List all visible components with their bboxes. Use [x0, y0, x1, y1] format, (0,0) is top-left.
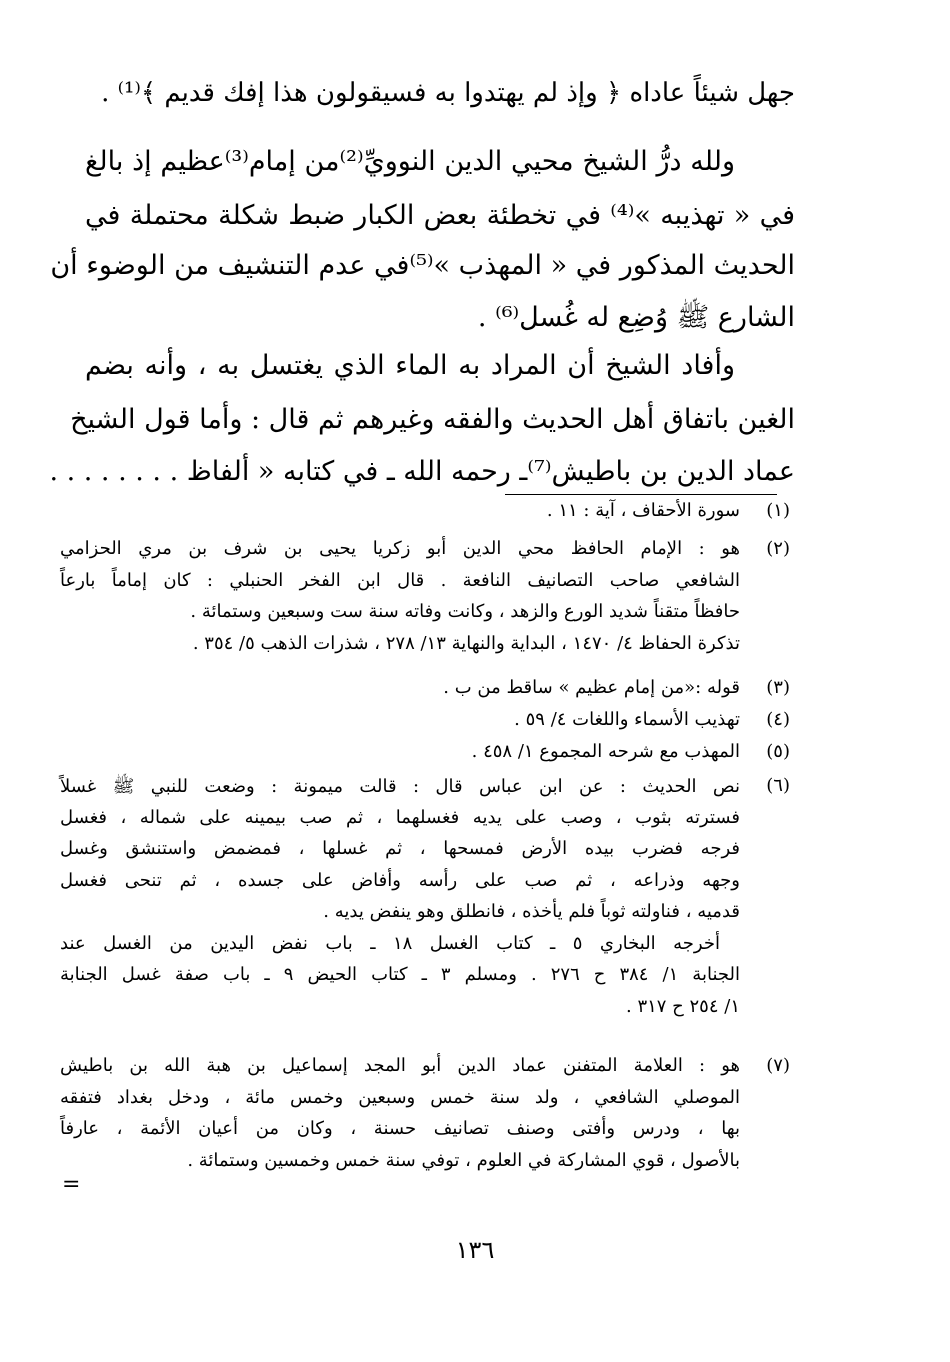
main-text-line: الشارع ﷺ وُضِع له غُسل⁽⁶⁾ . [477, 302, 795, 333]
footnote-text: حافظاً متقناً شديد الورع والزهد ، وكانت وفاته سنة ست وسبعين وستمائة . [190, 601, 740, 622]
main-text-line: وأفاد الشيخ أن المراد به الماء الذي يغتسل به ، وأنه بضم [85, 350, 735, 381]
footnote-text: الموصلي الشافعي ، ولد سنة خمس وسبعين وخمس مائة ، ودخل بغداد فتفقه [60, 1086, 740, 1108]
main-text-line: جهل شيئاً عاداه ﴿ وإذ لم يهتدوا به فسيقولون هذا إفك قديم ﴾⁽¹⁾ . [101, 78, 795, 108]
footnote-text: ١/ ٢٥٤ ح ٣١٧ . [625, 995, 740, 1017]
footnote-number: (٤) [766, 709, 790, 730]
footnote-text: وجهه وذراعه ، ثم صب على رأسه وأفاض على جسده ، ثم تنحى فغسل [60, 869, 740, 891]
footnote-text: المهذب مع شرحه المجموع ١/ ٤٥٨ . [471, 741, 740, 762]
footnote-text: بالأصول ، قوي المشاركة في العلوم ، توفي سنة خمس وخمسين وستمائة . [187, 1149, 740, 1171]
footnote-text: الشافعي صاحب التصانيف النافعة . قال ابن الفخر الحنبلي : كان إماماً بارعاً [60, 569, 740, 591]
footnote-number: (٣) [766, 677, 790, 698]
footnote-text: الجنابة ١/ ٣٨٤ ح ٢٧٦ . ومسلم ٣ ـ كتاب الحيض ٩ ـ باب صفة غسل الجنابة [60, 964, 740, 985]
continuation-mark: = [62, 1172, 81, 1197]
footnote-text: هو : العلامة المتفنن عماد الدين أبو المجد إسماعيل بن هبة الله بن باطيش [60, 1055, 740, 1076]
footnote-text: تهذيب الأسماء واللغات ٤/ ٥٩ . [514, 709, 740, 730]
footnote-number: (٢) [766, 538, 790, 559]
footnote-separator [505, 494, 777, 495]
main-text-line: ولله درُّ الشيخ محيي الدين النوويِّ⁽²⁾من إمام⁽³⁾عظيم إذ بالغ [85, 146, 735, 177]
page-number: ١٣٦ [455, 1236, 495, 1264]
footnote-text: هو : الإمام الحافظ محي الدين أبو زكريا يحيى بن شرف بن مري الحزامي [60, 538, 740, 559]
main-text-line: الحديث المذكور في « المهذب »⁽⁵⁾في عدم التنشيف من الوضوء أن [50, 250, 795, 281]
footnote-text: نص الحديث : عن ابن عباس قال : قالت ميمونة : وضعت للنبي ﷺ غسلاً [60, 776, 740, 797]
footnote-text: فرجه فضرب بيده الأرض فمسحها ، ثم غسلها ، فمضمض واستنشق وغسل [60, 838, 740, 859]
footnote-number: (١) [766, 500, 790, 521]
footnote-text: سورة الأحقاف ، آية : ١١ . [546, 500, 740, 521]
footnote-text: بها ، ودرس وأفتى وصنف تصانيف حسنة ، وكان من أعيان الأئمة ، عارفاً [60, 1118, 740, 1139]
main-text-line: عماد الدين بن باطيش⁽⁷⁾ـ رحمه الله ـ في كتابه « ألفاظ . . . . . . . . [49, 456, 795, 487]
footnote-text: فسترته بثوب ، وصب على يديه فغسلهما ، ثم صب بيمينه على شماله ، فغسل [60, 806, 740, 828]
footnote-number: (٧) [766, 1055, 790, 1076]
main-text-line: الغين باتفاق أهل الحديث والفقه وغيرهم ثم قال : وأما قول الشيخ [70, 404, 795, 435]
footnote-number: (٦) [766, 775, 790, 796]
footnote-text: قدميه ، فناولته ثوباً فلم يأخذه ، فانطلق وهو ينفض يديه . [323, 901, 740, 922]
footnote-text: أخرجه البخاري ٥ ـ كتاب الغسل ١٨ ـ باب نفض اليدين من الغسل عند [60, 932, 720, 954]
footnote-text: تذكرة الحفاظ ٤/ ١٤٧٠ ، البداية والنهاية ١٣/ ٢٧٨ ، شذرات الذهب ٥/ ٣٥٤ . [192, 632, 740, 654]
footnote-number: (٥) [766, 741, 790, 762]
main-text-line: في « تهذيبه »⁽⁴⁾ في تخطئة بعض الكبار ضبط شكلة محتملة في [85, 200, 795, 231]
footnote-text: قوله :«من إمام عظيم » ساقط من ب . [443, 677, 740, 698]
